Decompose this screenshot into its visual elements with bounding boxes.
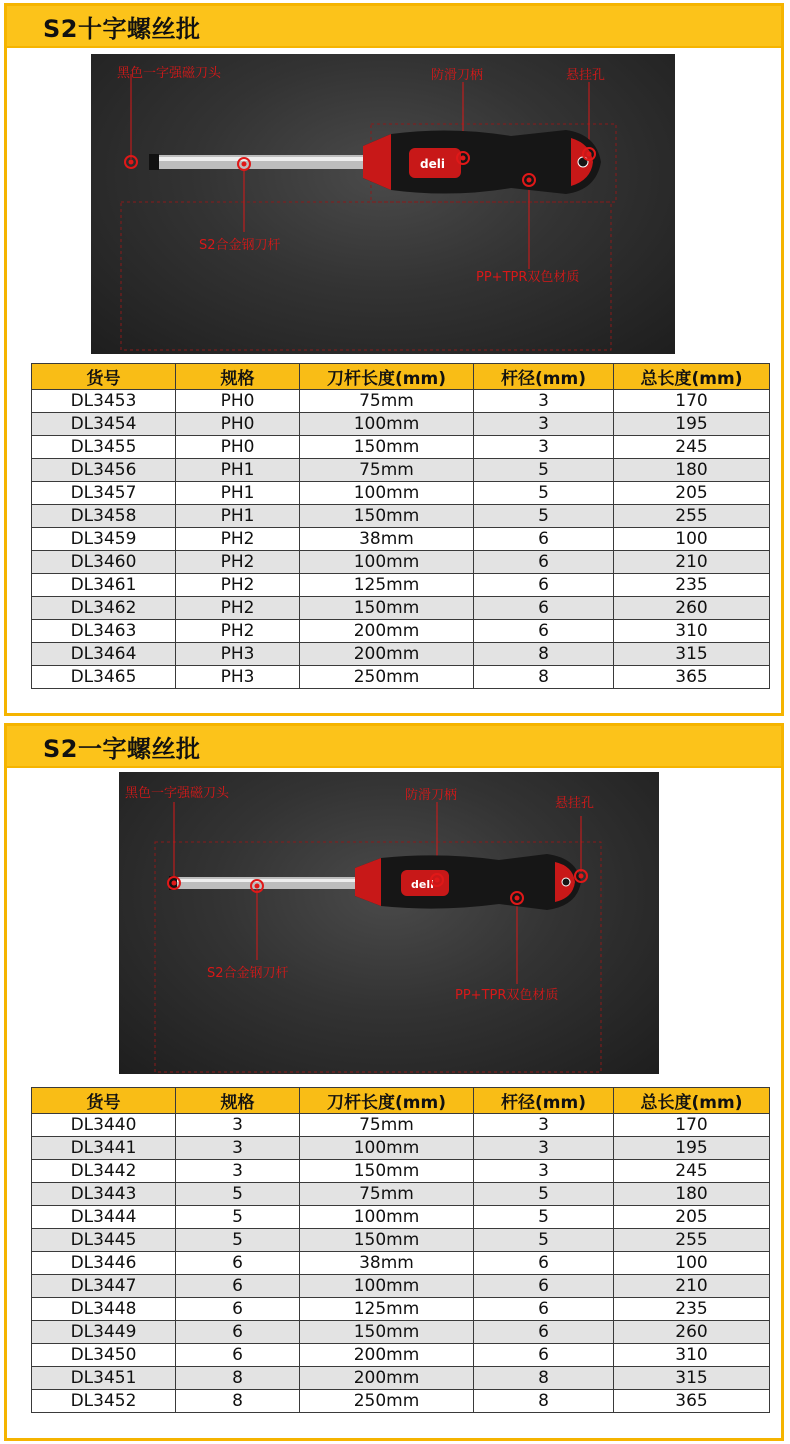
spec-table xyxy=(31,1087,770,1413)
cell-spec: PH2 xyxy=(176,551,300,574)
cell-total-length: 315 xyxy=(614,643,770,666)
cell-shaft-diameter: 8 xyxy=(474,1390,614,1413)
cell-spec: 6 xyxy=(176,1298,300,1321)
annotation-handle: 防滑刀柄 xyxy=(405,788,458,803)
cell-shaft-length: 150mm xyxy=(300,436,474,459)
table-row xyxy=(32,1321,770,1344)
cell-spec: PH0 xyxy=(176,436,300,459)
cell-sku: DL3460 xyxy=(32,551,176,574)
cell-spec: 5 xyxy=(176,1229,300,1252)
table-row xyxy=(32,574,770,597)
annotation-handle: 防滑刀柄 xyxy=(431,68,484,83)
cell-spec: PH2 xyxy=(176,620,300,643)
cell-shaft-diameter: 6 xyxy=(474,1344,614,1367)
annotation-tip: 黑色一字强磁刀头 xyxy=(117,66,222,81)
cell-sku: DL3445 xyxy=(32,1229,176,1252)
cell-total-length: 310 xyxy=(614,1344,770,1367)
table-row xyxy=(32,482,770,505)
cell-spec: PH2 xyxy=(176,574,300,597)
screwdriver-illustration xyxy=(119,772,659,1074)
table-row xyxy=(32,1114,770,1137)
cell-sku: DL3453 xyxy=(32,390,176,413)
cell-sku: DL3447 xyxy=(32,1275,176,1298)
cell-shaft-length: 150mm xyxy=(300,1160,474,1183)
cell-sku: DL3455 xyxy=(32,436,176,459)
section-header xyxy=(7,6,781,48)
cell-shaft-length: 150mm xyxy=(300,1321,474,1344)
cell-spec: PH1 xyxy=(176,459,300,482)
cell-shaft-length: 75mm xyxy=(300,1114,474,1137)
cell-total-length: 255 xyxy=(614,505,770,528)
cell-shaft-length: 100mm xyxy=(300,1275,474,1298)
table-row xyxy=(32,1298,770,1321)
cell-total-length: 235 xyxy=(614,1298,770,1321)
cell-spec: PH1 xyxy=(176,482,300,505)
header-shaft-length: 刀杆长度(mm) xyxy=(300,1088,474,1114)
cell-sku: DL3444 xyxy=(32,1206,176,1229)
cell-total-length: 210 xyxy=(614,1275,770,1298)
product-photo xyxy=(91,54,675,354)
cell-shaft-length: 100mm xyxy=(300,1206,474,1229)
cell-sku: DL3441 xyxy=(32,1137,176,1160)
product-photo xyxy=(119,772,659,1074)
header-spec: 规格 xyxy=(176,1088,300,1114)
cell-shaft-length: 75mm xyxy=(300,390,474,413)
cell-total-length: 260 xyxy=(614,1321,770,1344)
cell-spec: 5 xyxy=(176,1183,300,1206)
cell-total-length: 195 xyxy=(614,413,770,436)
table-row xyxy=(32,1183,770,1206)
cell-spec: 8 xyxy=(176,1390,300,1413)
cell-shaft-length: 250mm xyxy=(300,1390,474,1413)
cell-spec: PH2 xyxy=(176,597,300,620)
cell-shaft-diameter: 3 xyxy=(474,1160,614,1183)
cell-shaft-diameter: 5 xyxy=(474,482,614,505)
cell-shaft-diameter: 6 xyxy=(474,574,614,597)
cell-shaft-length: 200mm xyxy=(300,643,474,666)
table-row xyxy=(32,1137,770,1160)
cell-total-length: 180 xyxy=(614,1183,770,1206)
cell-shaft-length: 200mm xyxy=(300,1367,474,1390)
annotation-material: PP+TPR双色材质 xyxy=(476,270,580,285)
cell-shaft-diameter: 8 xyxy=(474,1367,614,1390)
cell-shaft-length: 125mm xyxy=(300,574,474,597)
cell-shaft-diameter: 6 xyxy=(474,1252,614,1275)
table-row xyxy=(32,1206,770,1229)
header-sku: 货号 xyxy=(32,1088,176,1114)
cell-shaft-diameter: 3 xyxy=(474,390,614,413)
cell-total-length: 255 xyxy=(614,1229,770,1252)
cell-shaft-length: 38mm xyxy=(300,1252,474,1275)
cell-shaft-length: 150mm xyxy=(300,1229,474,1252)
cell-spec: 3 xyxy=(176,1114,300,1137)
cell-sku: DL3464 xyxy=(32,643,176,666)
table-row xyxy=(32,1390,770,1413)
cell-sku: DL3461 xyxy=(32,574,176,597)
header-shaft-length: 刀杆长度(mm) xyxy=(300,364,474,390)
cell-shaft-diameter: 6 xyxy=(474,620,614,643)
cell-total-length: 210 xyxy=(614,551,770,574)
cell-shaft-length: 100mm xyxy=(300,551,474,574)
cell-shaft-diameter: 5 xyxy=(474,505,614,528)
cell-total-length: 260 xyxy=(614,597,770,620)
cell-shaft-length: 100mm xyxy=(300,413,474,436)
table-row xyxy=(32,1252,770,1275)
cell-shaft-diameter: 3 xyxy=(474,1114,614,1137)
cell-spec: 8 xyxy=(176,1367,300,1390)
cell-total-length: 310 xyxy=(614,620,770,643)
cell-shaft-diameter: 5 xyxy=(474,1206,614,1229)
table-row xyxy=(32,528,770,551)
table-row xyxy=(32,666,770,689)
table-row xyxy=(32,620,770,643)
cell-shaft-length: 250mm xyxy=(300,666,474,689)
cell-spec: PH3 xyxy=(176,643,300,666)
cell-spec: 5 xyxy=(176,1206,300,1229)
cell-sku: DL3440 xyxy=(32,1114,176,1137)
table-row xyxy=(32,643,770,666)
cell-total-length: 205 xyxy=(614,1206,770,1229)
table-row xyxy=(32,1229,770,1252)
cell-sku: DL3449 xyxy=(32,1321,176,1344)
cell-shaft-diameter: 6 xyxy=(474,1275,614,1298)
spec-table xyxy=(31,363,770,689)
annotation-tip: 黑色一字强磁刀头 xyxy=(125,786,230,801)
table-header-row xyxy=(32,364,770,390)
cell-shaft-diameter: 8 xyxy=(474,666,614,689)
section-title: S2一字螺丝批 xyxy=(43,734,201,763)
cell-spec: 6 xyxy=(176,1344,300,1367)
cell-spec: 6 xyxy=(176,1275,300,1298)
cell-shaft-diameter: 6 xyxy=(474,597,614,620)
header-shaft-diameter: 杆径(mm) xyxy=(474,364,614,390)
cell-sku: DL3463 xyxy=(32,620,176,643)
cell-total-length: 235 xyxy=(614,574,770,597)
cell-total-length: 245 xyxy=(614,1160,770,1183)
header-spec: 规格 xyxy=(176,364,300,390)
cell-sku: DL3457 xyxy=(32,482,176,505)
table-row xyxy=(32,1275,770,1298)
screwdriver-illustration xyxy=(91,54,675,354)
table-row xyxy=(32,1344,770,1367)
cell-shaft-length: 100mm xyxy=(300,1137,474,1160)
cell-spec: PH3 xyxy=(176,666,300,689)
cell-shaft-length: 150mm xyxy=(300,505,474,528)
cell-shaft-diameter: 6 xyxy=(474,551,614,574)
cell-sku: DL3442 xyxy=(32,1160,176,1183)
cell-spec: PH1 xyxy=(176,505,300,528)
cell-shaft-diameter: 3 xyxy=(474,413,614,436)
cell-sku: DL3459 xyxy=(32,528,176,551)
phillips-screwdriver-section xyxy=(4,3,784,716)
cell-shaft-length: 150mm xyxy=(300,597,474,620)
table-row xyxy=(32,1367,770,1390)
cell-sku: DL3462 xyxy=(32,597,176,620)
cell-shaft-diameter: 3 xyxy=(474,436,614,459)
cell-total-length: 100 xyxy=(614,528,770,551)
cell-sku: DL3456 xyxy=(32,459,176,482)
table-row xyxy=(32,436,770,459)
cell-sku: DL3451 xyxy=(32,1367,176,1390)
cell-spec: PH0 xyxy=(176,390,300,413)
cell-sku: DL3465 xyxy=(32,666,176,689)
cell-spec: 3 xyxy=(176,1137,300,1160)
cell-total-length: 365 xyxy=(614,666,770,689)
cell-total-length: 180 xyxy=(614,459,770,482)
header-total-length: 总长度(mm) xyxy=(614,1088,770,1114)
cell-shaft-length: 75mm xyxy=(300,459,474,482)
cell-sku: DL3458 xyxy=(32,505,176,528)
section-header xyxy=(7,726,781,768)
cell-sku: DL3452 xyxy=(32,1390,176,1413)
svg-text:deli: deli xyxy=(420,157,445,171)
cell-shaft-diameter: 6 xyxy=(474,1321,614,1344)
table-row xyxy=(32,505,770,528)
annotation-hanging-hole: 悬挂孔 xyxy=(566,68,606,83)
cell-total-length: 100 xyxy=(614,1252,770,1275)
cell-sku: DL3450 xyxy=(32,1344,176,1367)
table-row xyxy=(32,551,770,574)
cell-total-length: 170 xyxy=(614,390,770,413)
annotation-shaft: S2合金钢刀杆 xyxy=(199,238,281,253)
table-row xyxy=(32,413,770,436)
cell-shaft-diameter: 8 xyxy=(474,643,614,666)
table-header-row xyxy=(32,1088,770,1114)
cell-shaft-diameter: 5 xyxy=(474,459,614,482)
cell-spec: 6 xyxy=(176,1252,300,1275)
cell-total-length: 245 xyxy=(614,436,770,459)
annotation-shaft: S2合金钢刀杆 xyxy=(207,966,289,981)
table-row xyxy=(32,390,770,413)
cell-sku: DL3443 xyxy=(32,1183,176,1206)
cell-total-length: 315 xyxy=(614,1367,770,1390)
cell-shaft-length: 200mm xyxy=(300,1344,474,1367)
table-row xyxy=(32,597,770,620)
cell-shaft-length: 100mm xyxy=(300,482,474,505)
cell-shaft-diameter: 3 xyxy=(474,1137,614,1160)
cell-total-length: 205 xyxy=(614,482,770,505)
svg-text:deli: deli xyxy=(411,878,434,891)
cell-shaft-diameter: 5 xyxy=(474,1229,614,1252)
cell-sku: DL3454 xyxy=(32,413,176,436)
cell-spec: PH0 xyxy=(176,413,300,436)
cell-spec: 6 xyxy=(176,1321,300,1344)
cell-shaft-diameter: 6 xyxy=(474,528,614,551)
cell-shaft-diameter: 5 xyxy=(474,1183,614,1206)
table-row xyxy=(32,459,770,482)
annotation-material: PP+TPR双色材质 xyxy=(455,988,559,1003)
header-sku: 货号 xyxy=(32,364,176,390)
cell-shaft-length: 125mm xyxy=(300,1298,474,1321)
header-total-length: 总长度(mm) xyxy=(614,364,770,390)
cell-shaft-length: 200mm xyxy=(300,620,474,643)
cell-total-length: 195 xyxy=(614,1137,770,1160)
cell-shaft-diameter: 6 xyxy=(474,1298,614,1321)
cell-shaft-length: 38mm xyxy=(300,528,474,551)
cell-spec: 3 xyxy=(176,1160,300,1183)
cell-shaft-length: 75mm xyxy=(300,1183,474,1206)
cell-sku: DL3448 xyxy=(32,1298,176,1321)
annotation-hanging-hole: 悬挂孔 xyxy=(555,796,595,811)
section-title: S2十字螺丝批 xyxy=(43,14,201,43)
cell-sku: DL3446 xyxy=(32,1252,176,1275)
cell-total-length: 365 xyxy=(614,1390,770,1413)
header-shaft-diameter: 杆径(mm) xyxy=(474,1088,614,1114)
cell-total-length: 170 xyxy=(614,1114,770,1137)
slotted-screwdriver-section xyxy=(4,723,784,1441)
cell-spec: PH2 xyxy=(176,528,300,551)
table-row xyxy=(32,1160,770,1183)
